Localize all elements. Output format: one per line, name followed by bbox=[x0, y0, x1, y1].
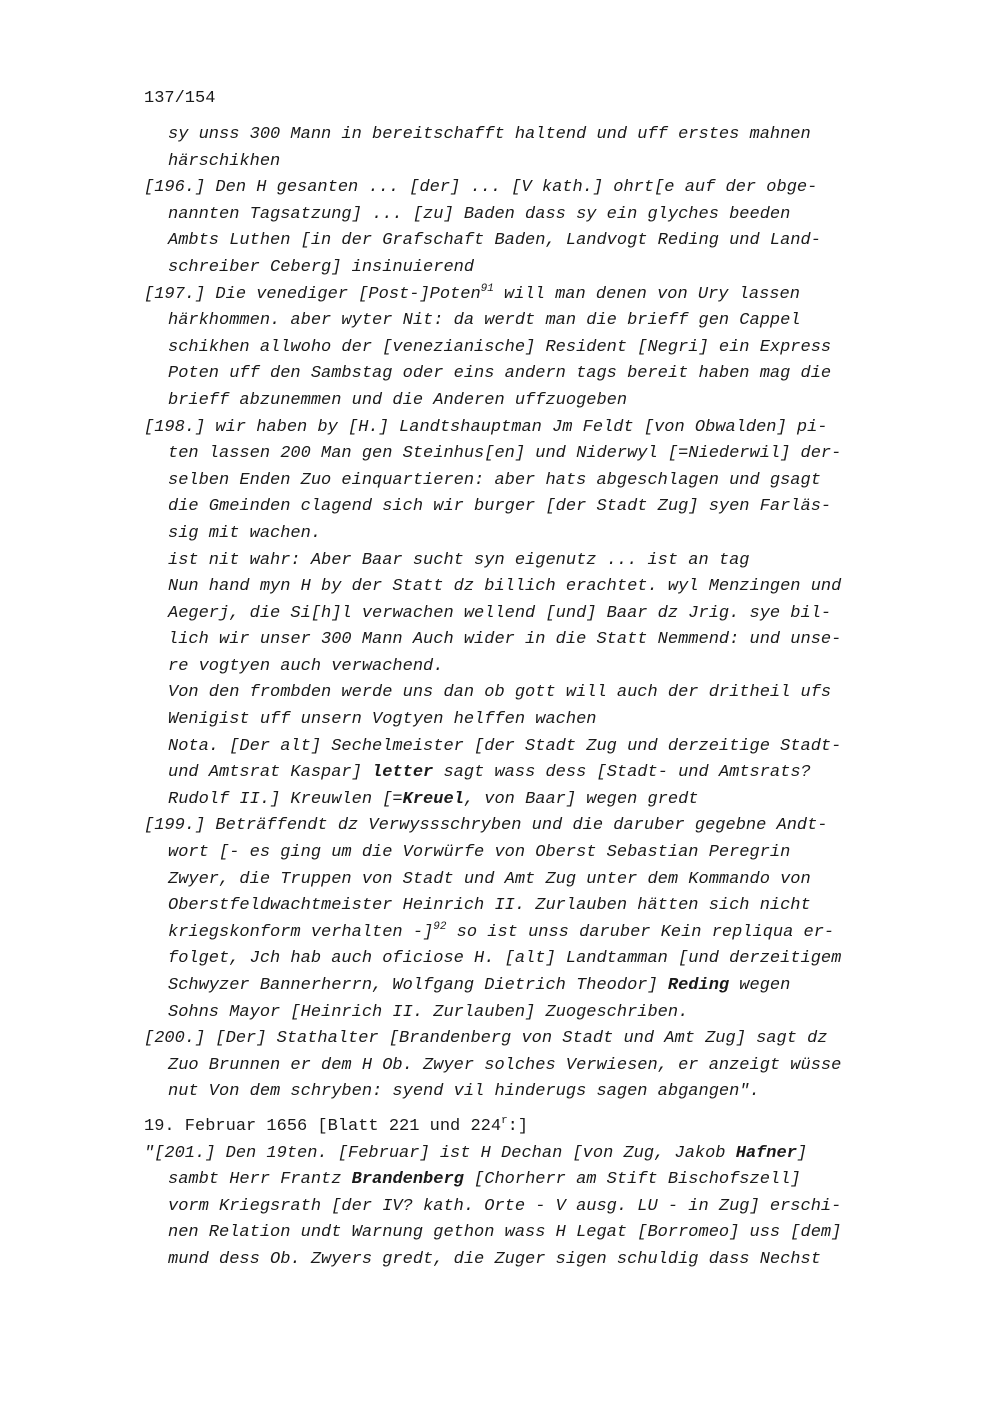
line-text: lich wir unser 300 Mann Auch wider in die Statt Nemmend: und unse- bbox=[168, 630, 842, 650]
line-text-tail: ] bbox=[796, 1143, 808, 1163]
line-text: Nun hand myn H by der Statt dz billich erachtet. wyl Menzingen und bbox=[168, 577, 842, 597]
text-line bbox=[144, 255, 924, 282]
line-text: Schwyzer Bannerherrn, Wolfgang Dietrich Theodor] bbox=[168, 976, 668, 995]
text-line bbox=[144, 813, 924, 840]
document-text bbox=[144, 122, 924, 1274]
line-text: Zuo Brunnen er dem H Ob. Zwyer solches Verwiesen, er anzeigt wüsse bbox=[168, 1055, 842, 1075]
text-line bbox=[144, 468, 924, 495]
line-text: nannten Tagsatzung] ... [zu] Baden dass sy ein glyches beeden bbox=[168, 204, 791, 224]
line-text: nen Relation undt Warnung gethon wass H Legat [Borromeo] uss [dem] bbox=[168, 1223, 842, 1243]
text-line bbox=[144, 441, 924, 468]
line-text: [197.] Die venediger [Post-]Poten bbox=[144, 284, 481, 304]
footnote-ref: 91 bbox=[480, 282, 494, 295]
line-text: [199.] Beträffendt dz Verwyssschryben und die daruber gegebne Andt- bbox=[144, 816, 828, 836]
line-text-tail: [Chorherr am Stift Bischofszell] bbox=[463, 1170, 801, 1190]
text-line bbox=[144, 415, 924, 442]
text-line bbox=[144, 1141, 924, 1168]
line-text-tail: , von Baar] wegen gredt bbox=[463, 789, 699, 809]
text-line bbox=[144, 335, 924, 362]
line-text: nut Von dem schryben: syend vil hinderugs sagen abgangen". bbox=[168, 1082, 760, 1102]
line-text: Poten uff den Sambstag oder eins andern tags bereit haben mag die bbox=[168, 364, 832, 384]
text-line bbox=[144, 521, 924, 548]
text-line bbox=[144, 308, 924, 335]
line-text: schikhen allwoho der [venezianische] Resident [Negri] ein Express bbox=[168, 337, 832, 357]
line-text: 19. Februar 1656 [Blatt 221 und 224 bbox=[144, 1116, 502, 1136]
line-text-tail: will man denen von Ury lassen bbox=[493, 284, 800, 304]
line-text-tail: wegen bbox=[729, 976, 791, 995]
text-line bbox=[144, 494, 924, 521]
bold-name: Hafner bbox=[735, 1143, 797, 1163]
text-line bbox=[144, 1220, 924, 1247]
text-line bbox=[144, 548, 924, 575]
text-line bbox=[144, 1079, 924, 1106]
line-text: "[201.] Den 19ten. [Februar] ist H Dechan [von Zug, Jakob bbox=[144, 1143, 736, 1163]
line-text: brieff abzunemmen und die Anderen uffzuogeben bbox=[168, 390, 628, 410]
line-text: ten lassen 200 Man gen Steinhus[en] und Niderwyl [=Niederwil] der- bbox=[168, 444, 842, 464]
line-text: mund dess Ob. Zwyers gredt, die Zuger sigen schuldig dass Nechst bbox=[168, 1249, 821, 1269]
text-line bbox=[144, 202, 924, 229]
text-line bbox=[144, 175, 924, 202]
line-text: die Gmeinden clagend sich wir burger [der Stadt Zug] syen Farläs- bbox=[168, 497, 832, 517]
line-text: Von den frombden werde uns dan ob gott will auch der dritheil ufs bbox=[168, 683, 832, 703]
line-text: re vogtyen auch verwachend. bbox=[168, 656, 444, 676]
bold-name: letter bbox=[372, 763, 434, 783]
line-text: [198.] wir haben by [H.] Landtshauptman Jm Feldt [von Obwalden] pi- bbox=[144, 417, 828, 437]
line-text: Ambts Luthen [in der Grafschaft Baden, Landvogt Reding und Land- bbox=[168, 231, 821, 251]
line-text: folget, Jch hab auch oficiose H. [alt] Landtamman [und derzeitigem bbox=[168, 949, 842, 969]
text-line bbox=[144, 893, 924, 920]
text-line bbox=[144, 627, 924, 654]
text-line bbox=[144, 1247, 924, 1274]
text-line bbox=[144, 920, 924, 947]
line-text: Nota. [Der alt] Sechelmeister [der Stadt Zug und derzeitige Stadt- bbox=[168, 736, 842, 756]
text-line bbox=[144, 149, 924, 176]
text-line bbox=[144, 867, 924, 894]
bold-name: Kreuel bbox=[402, 789, 464, 809]
bold-name: Brandenberg bbox=[351, 1170, 464, 1190]
text-line bbox=[144, 707, 924, 734]
bold-name: Reding bbox=[667, 976, 730, 995]
line-text: und Amtsrat Kaspar] bbox=[168, 763, 373, 783]
text-line bbox=[144, 840, 924, 867]
line-text: vorm Kriegsrath [der IV? kath. Orte - V ausg. LU - in Zug] erschi- bbox=[168, 1196, 842, 1216]
text-line bbox=[144, 601, 924, 628]
line-text: kriegskonform verhalten -] bbox=[168, 922, 434, 942]
line-text: Sohns Mayor [Heinrich II. Zurlauben] Zuogeschriben. bbox=[168, 1002, 689, 1022]
footnote-ref: 92 bbox=[433, 920, 447, 933]
text-line bbox=[144, 388, 924, 415]
line-text: sy unss 300 Mann in bereitschafft haltend und uff erstes mahnen bbox=[168, 125, 811, 144]
text-line bbox=[144, 122, 924, 149]
line-text: wort [- es ging um die Vorwürfe von Oberst Sebastian Peregrin bbox=[168, 843, 791, 863]
line-text: Zwyer, die Truppen von Stadt und Amt Zug unter dem Kommando von bbox=[168, 869, 811, 889]
line-text: Aegerj, die Si[h]l verwachen wellend [und] Baar dz Jrig. sye bil- bbox=[168, 603, 832, 623]
text-line bbox=[144, 574, 924, 601]
text-line bbox=[144, 1167, 924, 1194]
line-text: ist nit wahr: Aber Baar sucht syn eigenutz ... ist an tag bbox=[168, 550, 750, 570]
line-text: [196.] Den H gesanten ... [der] ... [V kath.] ohrt[e auf der obge- bbox=[144, 178, 818, 198]
line-text: Oberstfeldwachtmeister Heinrich II. Zurlauben hätten sich nicht bbox=[168, 896, 811, 916]
text-line bbox=[144, 361, 924, 388]
line-text: sig mit wachen. bbox=[168, 523, 322, 543]
text-line bbox=[144, 734, 924, 761]
page-number: 137/154 bbox=[144, 89, 216, 108]
line-text: Wenigist uff unsern Vogtyen helffen wachen bbox=[168, 710, 597, 730]
line-text: härkhommen. aber wyter Nit: da werdt man die brieff gen Cappel bbox=[168, 311, 801, 331]
line-text-tail: sagt wass dess [Stadt- und Amtsrats? bbox=[433, 763, 811, 783]
text-line bbox=[144, 946, 924, 973]
text-line bbox=[144, 760, 924, 787]
text-line bbox=[144, 1114, 924, 1141]
text-line bbox=[144, 282, 924, 309]
text-line bbox=[144, 1026, 924, 1053]
line-text: selben Enden Zuo einquartieren: aber hats abgeschlagen und gsagt bbox=[168, 470, 821, 490]
text-line bbox=[144, 1053, 924, 1080]
line-text: schreiber Ceberg] insinuierend bbox=[168, 257, 475, 277]
line-text: härschikhen bbox=[168, 151, 281, 171]
text-line bbox=[144, 228, 924, 255]
paragraph-gap bbox=[144, 1106, 924, 1114]
footnote-ref: r bbox=[501, 1114, 508, 1127]
line-text: sambt Herr Frantz bbox=[168, 1170, 352, 1190]
line-text-tail: so ist unss daruber Kein repliqua er- bbox=[446, 922, 835, 942]
text-line bbox=[144, 1194, 924, 1221]
text-line bbox=[144, 1000, 924, 1027]
line-text: Rudolf II.] Kreuwlen [= bbox=[168, 789, 403, 809]
text-line bbox=[144, 654, 924, 681]
text-line bbox=[144, 680, 924, 707]
line-text-tail: :] bbox=[507, 1116, 529, 1136]
line-text: [200.] [Der] Stathalter [Brandenberg von Stadt und Amt Zug] sagt dz bbox=[144, 1029, 828, 1049]
text-line bbox=[144, 973, 924, 1000]
text-line bbox=[144, 787, 924, 814]
